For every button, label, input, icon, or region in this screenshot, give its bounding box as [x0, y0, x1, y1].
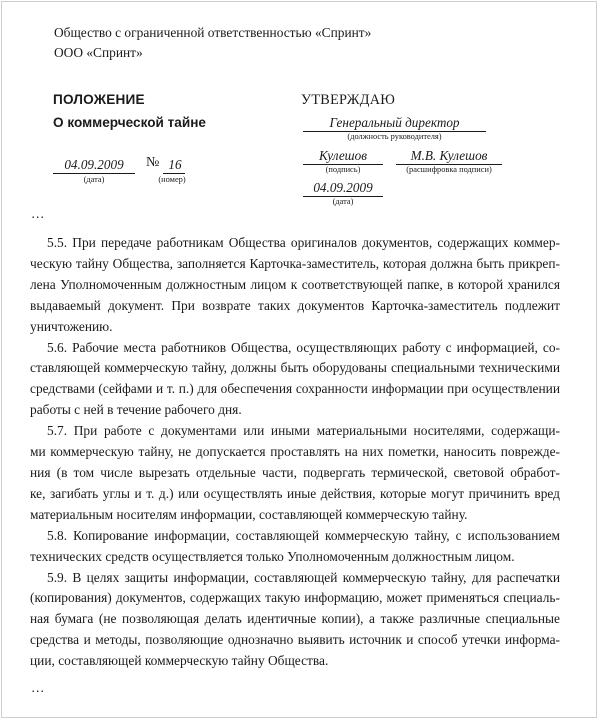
approver-signature-caption: (подпись): [325, 165, 361, 174]
org-short-name: ООО «Спринт»: [54, 45, 143, 60]
text-line: ставляющей коммерческую тайну, должны быть оборудованы специальными техническими: [30, 360, 560, 376]
text-line: 5.9. В целях защиты информации, составляющей коммерческую тайну, для распечатки: [47, 569, 560, 585]
paragraph-5-9: [30, 568, 560, 673]
text-line: 5.5. При передаче работникам Общества оригиналов документов, содержащих коммер-: [47, 235, 560, 250]
number-sign: №: [146, 155, 160, 170]
approval-heading: УТВЕРЖДАЮ: [301, 92, 396, 108]
text-line: ческую тайну Общества, заполняется Карточка-заместитель, которая должна быть прикреп-: [30, 255, 560, 271]
text-line: материальным носителям информации, составляющей коммерческую тайну.: [30, 506, 468, 522]
text-line: средствами (сейфами и т. п.) для обеспечения сохранности информации при осуществлении: [30, 381, 560, 397]
paragraph-5-6: [30, 338, 560, 422]
text-line: ции, составляющей коммерческую тайну Общества.: [30, 653, 329, 669]
approval-date-caption: (дата): [332, 197, 354, 206]
text-line: 5.6. Рабочие места работников Общества, осуществляющих работу с информацией, со-: [47, 339, 560, 355]
ellipsis-top: …: [31, 206, 45, 221]
doc-date: 04.09.2009: [64, 157, 124, 172]
paragraph-5-7: [30, 421, 560, 526]
text-line: выдаваемый документ. При возврате таких документов Карточка-заместитель подлежит: [30, 297, 560, 313]
approver-decoded-name-caption: (расшифровка подписи): [406, 165, 492, 174]
text-line: средства и методы, позволяющие однозначно выявить источник и способ утечки информа-: [30, 632, 560, 648]
doc-number-caption: (номер): [158, 175, 186, 184]
text-line: ния (в том числе вырезать отдельные части, подвергать термической, световой обработ-: [30, 464, 560, 480]
text-line: ми коммерческую тайну, не допускается проставлять на них пометки, наносить поврежде-: [30, 444, 560, 460]
doc-title: ПОЛОЖЕНИЕ: [53, 92, 145, 107]
document-body: [30, 233, 560, 672]
text-line: лена Уполномоченным должностным лицом к соответствующей папке, в которой хранился: [30, 276, 560, 292]
org-full-name: Общество с ограниченной ответственностью «Спринт»: [54, 25, 372, 40]
text-line: технических средств осуществляется только Уполномоченным должностным лицом.: [30, 548, 515, 564]
approver-decoded-name: М.В. Кулешов: [410, 148, 488, 163]
approval-date: 04.09.2009: [313, 180, 373, 195]
text-line: уничтожению.: [30, 318, 113, 334]
text-line: (копирования) документов, содержащих такую информацию, может применяться специаль-: [30, 590, 560, 606]
text-line: ке, загибать углы и т. д.) или осуществлять иные действия, которые могут причинить вред: [30, 485, 560, 501]
doc-date-underline: [53, 173, 135, 174]
doc-date-caption: (дата): [83, 175, 105, 184]
doc-number: 16: [168, 157, 182, 172]
text-line: 5.8. Копирование информации, составляющей коммерческую тайну, с использованием: [47, 527, 560, 543]
paragraph-5-8: [30, 526, 560, 568]
doc-number-underline: [163, 173, 185, 174]
approver-signature: Кулешов: [319, 148, 367, 163]
paragraph-5-5: [30, 233, 560, 338]
text-line: 5.7. При работе с документами или иными материальными носителями, содержащи-: [47, 423, 560, 439]
ellipsis-bottom: …: [31, 680, 45, 695]
doc-subtitle: О коммерческой тайне: [53, 115, 206, 130]
text-line: работы с ней в течение рабочего дня.: [30, 402, 242, 418]
approver-position-caption: (должность руководителя): [347, 132, 442, 141]
approver-position: Генеральный директор: [329, 115, 460, 130]
text-line: ная бумага (не позволяющая делать идентичные копии), а также различные специальные: [30, 611, 560, 627]
